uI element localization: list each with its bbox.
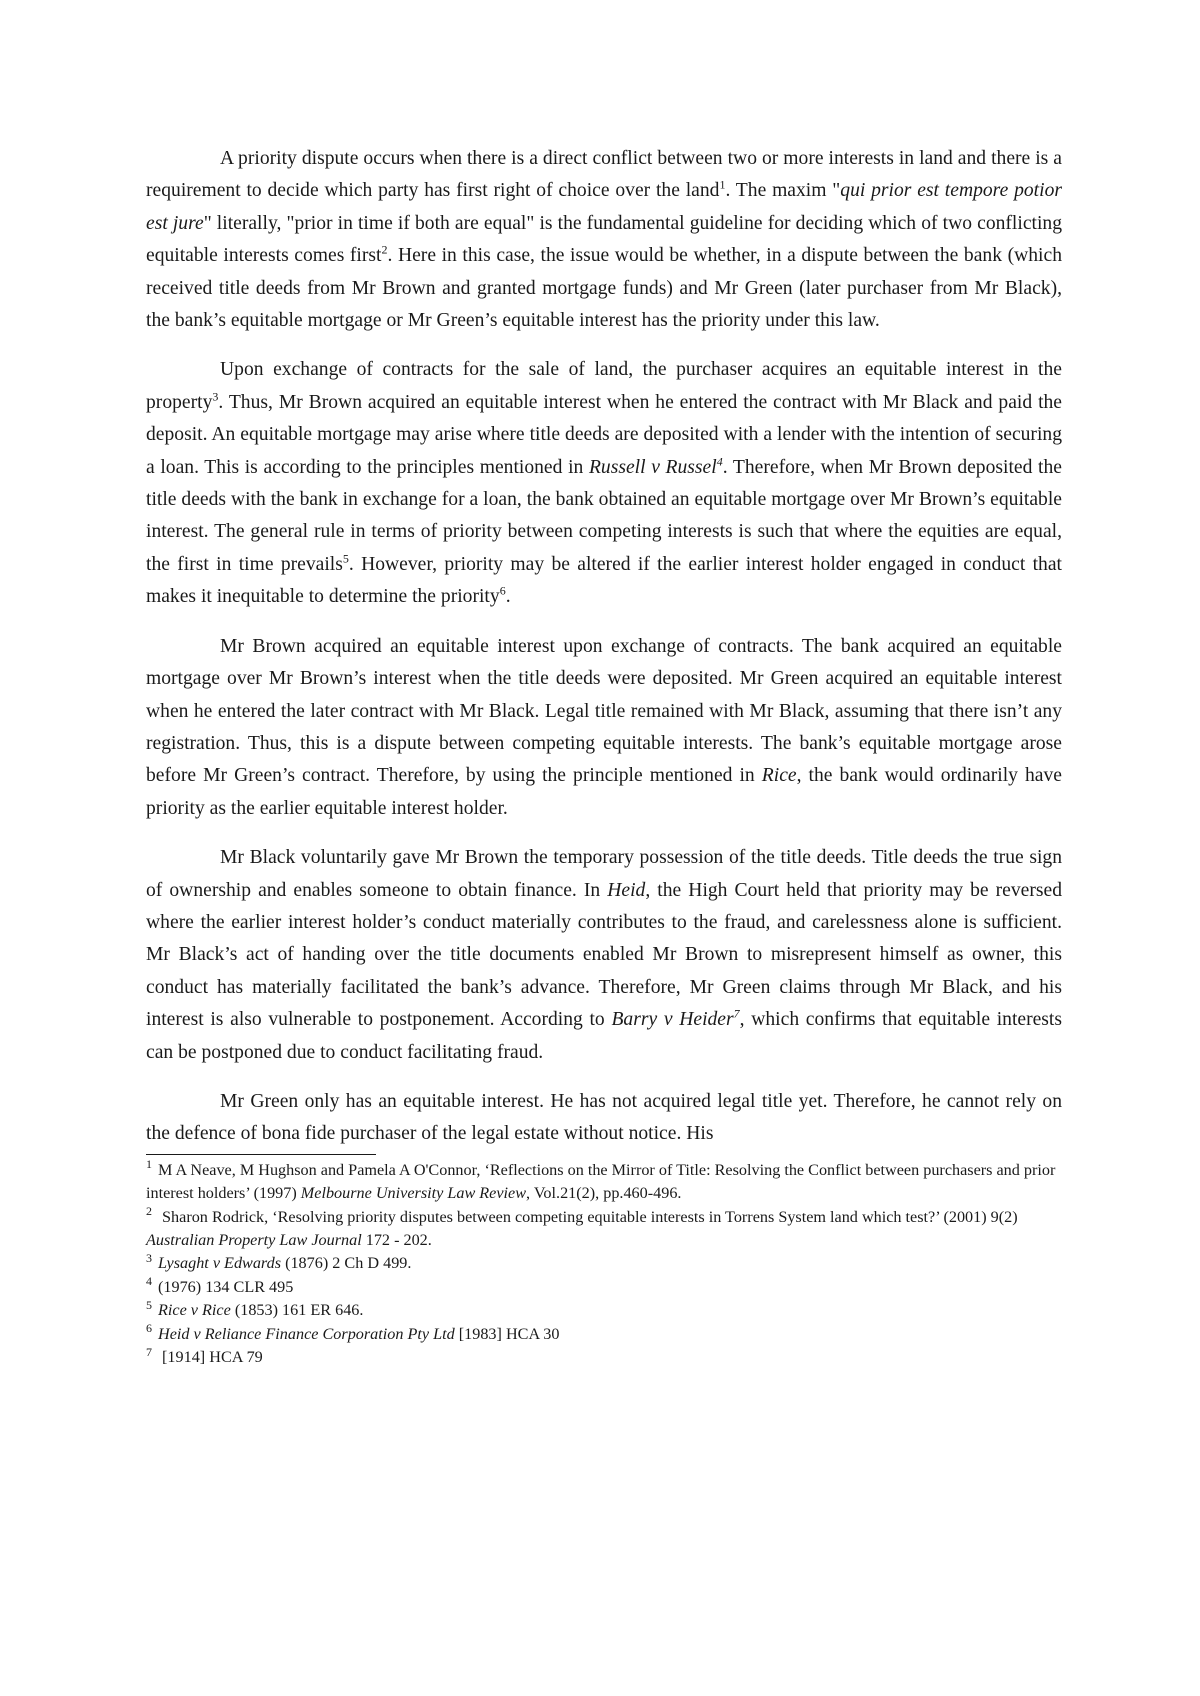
italic-text: Heid xyxy=(607,879,646,901)
text-run: [1983] HCA 30 xyxy=(454,1324,560,1343)
footnote: $^5$ Rice v Rice (1853) 161 ER 646. xyxy=(146,1297,364,1320)
footnote-reference: 1 xyxy=(719,177,726,192)
italic-text: Heid v Reliance Finance Corporation Pty Ltd xyxy=(158,1324,455,1343)
text-run: . Here in this case, the issue would be whether, in a dispute between the bank (which received title deeds from Mr Brown and granted mortgage funds) and Mr Green (later purchaser from Mr Black), the bank’s equitable mortgage or Mr Green’s equitable interest has the priority under this law. xyxy=(146,245,1062,332)
text-run: Upon exchange of contracts for the sale of land, the purchaser acquires an equitable interest in the property xyxy=(146,359,1062,413)
footnote: $^3$ Lysaght v Edwards (1876) 2 Ch D 499. xyxy=(146,1251,412,1273)
body-text xyxy=(146,143,1062,1151)
italic-text: Australian Property Law Journal xyxy=(146,1231,362,1249)
text-run: (1876) 2 Ch D 499. xyxy=(281,1254,412,1273)
italic-text: qui prior est tempore potior est jure xyxy=(146,180,1062,234)
paragraph xyxy=(146,143,1062,337)
text-run: Mr Green only has an equitable interest. He has not acquired legal title yet. Therefore, he cannot rely on the defence of bona fide purchaser of the legal estate without notice. His xyxy=(146,1090,1062,1145)
text-run: . Therefore, when Mr Brown deposited the title deeds with the bank in exchange for a loan, the bank obtained an equitable mortgage over Mr Brown’s equitable interest. The general rule in terms of priority between competing interests is such that where the equities are equal, the first in time prevails xyxy=(146,456,1062,575)
text-run: , which confirms that equitable interests can be postponed due to conduct facilitating fraud. xyxy=(146,1009,1063,1063)
text-run: Mr Brown acquired an equitable interest upon exchange of contracts. The bank acquired an equitable mortgage over Mr Brown’s interest when the title deeds were deposited. Mr Green acquired an equitable interest when he entered the later contract with Mr Black. Legal title remained with Mr Black, assuming that there isn’t any registration. Thus, this is a dispute between competing equitable interests. The bank’s equitable mortgage arose before Mr Green’s contract. Therefore, by using the principle mentioned in xyxy=(146,635,1062,787)
text-run: , Vol.21(2), pp.460-496. xyxy=(526,1184,682,1203)
text-run: Sharon Rodrick, ‘Resolving priority disputes between competing equitable interests in Torrens System land which test?’ (2001) 9(2) xyxy=(158,1207,1018,1226)
text-run: , the bank would ordinarily have priority as the earlier equitable interest holder. xyxy=(146,765,1062,819)
italic-text: Rice xyxy=(761,765,797,787)
paragraph xyxy=(146,354,1062,613)
text-run: (1976) 134 CLR 495 xyxy=(158,1277,294,1296)
paragraph xyxy=(146,631,1062,825)
italic-text: Lysaght v Edwards xyxy=(158,1254,282,1273)
text-run: . xyxy=(505,586,511,608)
italic-text: Rice v Rice xyxy=(158,1301,231,1320)
footnote-reference: 5 xyxy=(342,551,349,566)
footnote-reference: 6 xyxy=(499,583,506,598)
italic-text: Russell v Russel xyxy=(588,456,717,478)
paragraph xyxy=(146,1086,1062,1151)
footnote-reference: 3 xyxy=(212,389,219,404)
text-run: . However, priority may be altered if the earlier interest holder engaged in conduct that makes it inequitable to determine the priority xyxy=(146,553,1062,608)
footnote-reference: 2 xyxy=(381,242,388,257)
italic-text: Melbourne University Law Review xyxy=(300,1184,527,1203)
footnote-reference: 4 xyxy=(716,454,723,469)
footnote: $^4$ (1976) 134 CLR 495 xyxy=(146,1274,294,1296)
text-run: " literally, "prior in time if both are equal" is the fundamental guideline for deciding which of two conflicting equitable interests comes first xyxy=(146,212,1063,267)
footnotes xyxy=(146,1159,1062,1370)
text-run: . Thus, Mr Brown acquired an equitable interest when he entered the contract with Mr Black and paid the deposit. An equitable mortgage may arise where title deeds are deposited with a lender with the intention of securing a loan. This is according to the principles mentioned in xyxy=(146,391,1062,478)
document-page xyxy=(146,143,1062,1369)
text-run: Mr Black voluntarily gave Mr Brown the temporary possession of the title deeds. Title deeds the true sign of ownership and enables someone to obtain finance. In xyxy=(146,847,1062,901)
text-run: [1914] HCA 79 xyxy=(158,1348,263,1367)
text-run: M A Neave, M Hughson and Pamela A O'Connor, ‘Reflections on the Mirror of Title: Resolving the Conflict between purchasers and prior interest holders’ (1997) xyxy=(146,1160,1056,1203)
text-run: , the High Court held that priority may be reversed where the earlier interest holder’s conduct materially contributes to the fraud, and carelessness alone is sufficient. Mr Black’s act of handing over the title documents enabled Mr Brown to misrepresent himself as owner, this conduct has materially facilitated the bank’s advance. Therefore, Mr Green claims through Mr Black, and his interest is also vulnerable to postponement. According to xyxy=(146,879,1062,1031)
text-run: (1853) 161 ER 646. xyxy=(230,1301,364,1320)
text-run: . The maxim " xyxy=(725,180,841,202)
footnote: $^2$ Sharon Rodrick, ‘Resolving priority disputes between competing equitable interests in Torrens System land which test?’ (2001) 9(2) Australian Property Law Journal 172 - 202. xyxy=(146,1204,1018,1249)
italic-text: Barry v Heider xyxy=(611,1009,734,1031)
footnote-reference: 7 xyxy=(733,1006,740,1021)
footnote: $^7$ [1914] HCA 79 xyxy=(146,1344,263,1367)
text-run: A priority dispute occurs when there is a direct conflict between two or more interests in land and there is a requirement to decide which party has first right of choice over the land xyxy=(146,148,1062,202)
text-run: 172 - 202. xyxy=(361,1231,432,1249)
footnote-separator xyxy=(146,1154,376,1155)
footnote: $^6$ Heid v Reliance Finance Corporation Pty Ltd [1983] HCA 30 xyxy=(146,1321,560,1343)
footnote: $^1$ M A Neave, M Hughson and Pamela A O'Connor, ‘Reflections on the Mirror of Title: Resolving the Conflict between purchasers and prior interest holders’ (1997) Melbourne University Law Review, Vol.21(2), pp.460-496. xyxy=(146,1157,1056,1203)
paragraph xyxy=(146,842,1062,1069)
